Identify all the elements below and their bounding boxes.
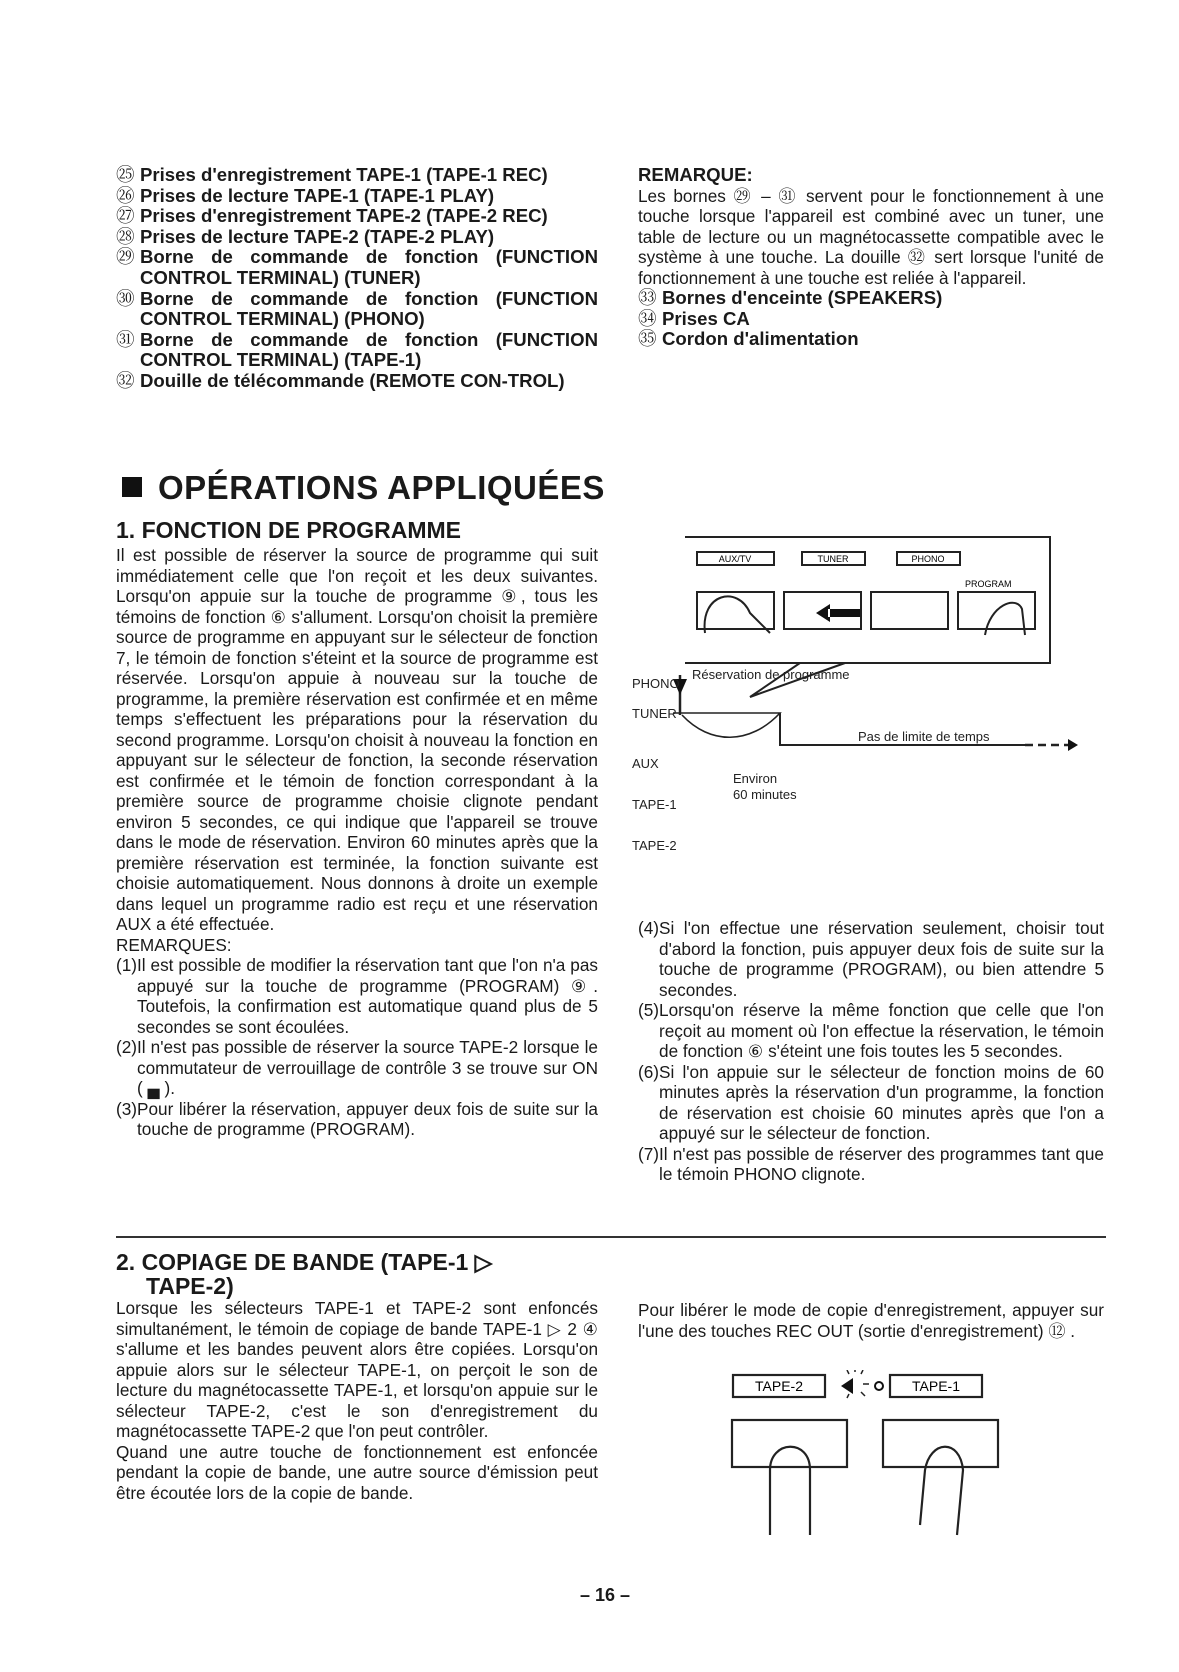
right-arrow-icon [1068,739,1078,751]
section-2-left [116,1250,598,1503]
tape1-large-button [883,1420,998,1467]
blink-indicator-icon [841,1378,853,1394]
note-item: (2) Il n'est pas possible de réserver la source TAPE-2 lorsque le commutateur de verrouillage de contrôle 3 se trouve sur ON ( ▄ ). [116,1037,598,1098]
finger-right-icon [920,1447,963,1535]
terminal-item [638,309,1104,330]
terminal-item [638,329,1104,350]
section-2-paragraph: Quand une autre touche de fonctionnement est enfoncée pendant la copie de bande, une autre source d'émission peut être écoutée lors de la copie de bande. [116,1441,598,1503]
item-text: Prises d'enregistrement TAPE-2 (TAPE-2 REC) [140,205,548,227]
item-number: ㉗ [116,205,135,227]
item-text: Prises de lecture TAPE-1 (TAPE-1 PLAY) [140,184,495,206]
section-1-title: 1. FONCTION DE PROGRAMME [116,517,462,543]
note-item: (4) Si l'on effectue une réservation seulement, choisir tout d'abord la fonction, puis appuyer deux fois de suite sur la touche de programme (PROGRAM), ou bien attendre 5 secondes. [638,918,1104,1000]
item-text: Prises CA [662,307,750,329]
item-number: ㉟ [638,328,657,350]
item-text: Douille de télécommande (REMOTE CON-TROL) [140,369,565,391]
left-arrow-icon [816,604,860,622]
reservation-label: Réservation de programme [692,667,850,682]
remark-title: REMARQUE: [638,164,753,185]
item-text: Cordon d'alimentation [662,328,859,350]
finger-left-icon [705,596,770,633]
no-limit-label: Pas de limite de temps [858,729,990,744]
finger-left-icon [770,1447,810,1535]
terminals-list-left [116,165,598,392]
note-item: (3) Pour libérer la réservation, appuyer deux fois de suite sur la touche de programme (PROGRAM). [116,1098,598,1139]
item-number: ㉞ [638,307,657,329]
terminal-item [116,165,598,186]
minutes-label: 60 minutes [733,787,797,802]
source-tape2: TAPE-2 [632,838,677,853]
tuner-label: TUNER [817,554,849,564]
terminal-item [116,247,598,288]
item-number: ㉛ [116,328,135,350]
item-text: Borne de commande de fonction (FUNCTION CONTROL TERMINAL) (TAPE-1) [140,328,598,371]
program-label: PROGRAM [965,579,1012,589]
tape2-large-button [732,1420,847,1467]
item-text: Bornes d'enceinte (SPEAKERS) [662,287,943,309]
terminal-item [116,186,598,207]
terminal-item [116,227,598,248]
page-number: – 16 – [580,1585,631,1605]
section-2-right-text: Pour libérer le mode de copie d'enregistrement, appuyer sur l'une des touches REC OUT (sortie d'enregistrement) ⑫ . [638,1300,1104,1341]
phono-label: PHONO [911,554,945,564]
item-text: Borne de commande de fonction (FUNCTION CONTROL TERMINAL) (TUNER) [140,246,598,288]
square-bullet-icon [122,477,142,497]
note-item: (6) Si l'on appuie sur le sélecteur de fonction moins de 60 minutes après la réservation d'un programme, la fonction de réservation est choisie 60 minutes après que l'on a appuyé sur le sélecteur de fonction. [638,1061,1104,1143]
section-2-title: 2. COPIAGE DE BANDE (TAPE-1 ▷ TAPE-2) [116,1249,493,1299]
item-number: ㉝ [638,287,657,309]
item-text: Prises de lecture TAPE-2 (TAPE-2 PLAY) [140,225,495,247]
item-number: ㉘ [116,225,135,247]
remark-text: Les bornes ㉙ – ㉛ servent pour le fonctionnement à une touche lorsque l'appareil est combiné avec un tuner, une table de lecture ou un magnétocassette compatible avec le système à une touche. La douille ㉜ sert lorsque l'unité de fonctionnement à une touche est reliée à l'appareil. [638,185,1104,288]
large-button-3 [871,592,948,629]
section-1-left [116,518,598,1140]
terminal-item [116,330,598,371]
finger-right-icon [985,603,1025,635]
section-2-paragraph: Lorsque les sélecteurs TAPE-1 et TAPE-2 sont enfoncés simultanément, le témoin de copiage de bande TAPE-1 ▷ 2 ④ s'allume et les bandes peuvent alors être copiées. Lorsqu'on appuie alors sur le sélecteur TAPE-1, on perçoit le son de lecture du magnétocassette TAPE-1, et lorsqu'on appuie sur le sélecteur TAPE-2, c'est le son d'enregistrement du magnétocassette TAPE-2 que l'on peut contrôler. [116,1298,598,1441]
tape-copy-diagram [725,1370,1015,1550]
section-1-paragraph: Il est possible de réserver la source de programme qui suit immédiatement celle que l'on reçoit et les deux suivantes. Lorsqu'on appuie sur la touche de programme ⑨, tous les témoins de fonction ⑥ s'allument. Lorsqu'on choisit la première source de programme en appuyant sur le sélecteur de fonction 7, le témoin de fonction s'éteint et la source de programme est réservée. Lorsqu'on appuie à nouveau sur la touche de programme, la première réservation est confirmée et en même temps s'effectuent les préparations pour la réservation du second programme. Lorsqu'on choisit à nouveau la fonction en appuyant sur le sélecteur de fonction, la seconde réservation est confirmée et le témoin de fonction correspondant à la première source de programme choisie clignote pendant environ 5 secondes, ce qui indique que l'appareil se trouve dans le mode de réservation. Environ 60 minutes après que la première réservation est terminée, la fonction suivante est choisie automatiquement. Nous donnons à droite un exemple dans lequel un programme radio est reçu et une réservation AUX a été effectuée. [116,545,598,934]
tape1-label: TAPE-1 [912,1378,960,1394]
program-reservation-diagram [630,535,1080,900]
section-1-right-notes [638,918,1104,1185]
environ-label: Environ [733,771,778,786]
source-tuner: TUNER [632,706,677,721]
item-text: Prises d'enregistrement TAPE-1 (TAPE-1 REC) [140,164,548,185]
item-number: ㉜ [116,369,135,391]
section-title: OPÉRATIONS APPLIQUÉES [122,470,605,506]
item-number: ㉚ [116,287,135,309]
item-number: ㉕ [116,164,135,185]
terminal-item [116,206,598,227]
aux-tv-label: AUX/TV [718,554,752,564]
section-2-body [116,1298,598,1503]
item-text: Borne de commande de fonction (FUNCTION CONTROL TERMINAL) (PHONO) [140,287,598,330]
note-item: (1) Il est possible de modifier la réservation tant que l'on n'a pas appuyé sur la touche de programme (PROGRAM) ⑨. Toutefois, la confirmation est automatique quand plus de 5 secondes se sont écoulées. [116,955,598,1037]
source-aux: AUX [632,756,659,771]
terminal-item [638,288,1104,309]
source-tape1: TAPE-1 [632,797,677,812]
source-phono: PHONO [632,676,680,691]
terminals-list-right [638,288,1104,350]
section-divider [116,1236,1106,1238]
remarks-title: REMARQUES: [116,934,232,955]
note-item: (7) Il n'est pas possible de réserver des programmes tant que le témoin PHONO clignote. [638,1143,1104,1184]
terminal-item [116,371,598,392]
terminal-item [116,289,598,330]
remark-block [638,165,1104,350]
item-number: ㉖ [116,184,135,206]
item-number: ㉙ [116,246,135,268]
note-item: (5) Lorsqu'on réserve la même fonction que celle que l'on reçoit au moment où l'on effectue la réservation, le témoin de fonction ⑥ s'éteint une fois toutes les 5 secondes. [638,1000,1104,1061]
section-1-body [116,545,598,1140]
tape2-label: TAPE-2 [755,1378,803,1394]
